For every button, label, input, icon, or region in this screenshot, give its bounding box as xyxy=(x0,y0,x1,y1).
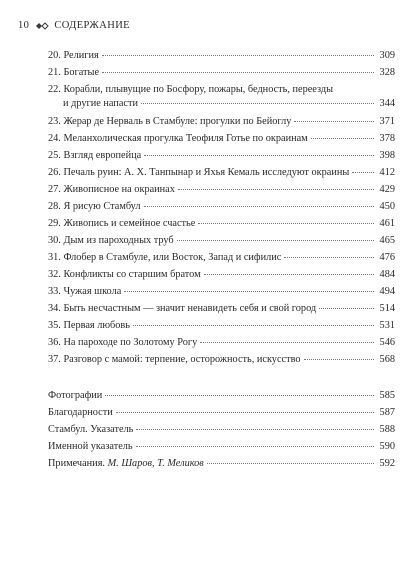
toc-entry[interactable] xyxy=(48,116,395,128)
toc-entry[interactable] xyxy=(48,458,395,470)
toc-entry[interactable] xyxy=(48,303,395,315)
leader-dots xyxy=(102,55,374,56)
toc-entry[interactable] xyxy=(48,269,395,281)
entry-page: 450 xyxy=(379,201,395,212)
leader-dots xyxy=(124,291,374,292)
entry-page: 585 xyxy=(379,390,395,401)
leader-dots xyxy=(294,121,374,122)
entry-page: 494 xyxy=(379,286,395,297)
leader-dots xyxy=(144,155,374,156)
leader-dots xyxy=(133,325,374,326)
entry-label: 27. Живописное на окраинах xyxy=(48,184,175,195)
toc-entry[interactable] xyxy=(48,235,395,247)
entry-label: Стамбул. Указатель xyxy=(48,424,134,435)
entry-page: 371 xyxy=(379,116,395,127)
entry-page: 587 xyxy=(379,407,395,418)
entry-page: 344 xyxy=(379,98,395,109)
entry-authors: М. Шаров, Т. Меликов xyxy=(107,458,204,469)
page-title: СОДЕРЖАНИЕ xyxy=(54,20,130,31)
entry-page: 429 xyxy=(379,184,395,195)
entry-label: 33. Чужая школа xyxy=(48,286,122,297)
entry-page: 568 xyxy=(379,354,395,365)
leader-dots xyxy=(304,359,374,360)
entry-label: 24. Меланхолическая прогулка Теофиля Готье по окраинам xyxy=(48,133,308,144)
toc-entry[interactable] xyxy=(48,201,395,213)
entry-label: Примечания. xyxy=(48,458,108,469)
leader-dots xyxy=(136,446,374,447)
entry-label: 35. Первая любовь xyxy=(48,320,130,331)
toc-entry[interactable] xyxy=(48,50,395,62)
entry-label: 31. Флобер в Стамбуле, или Восток, Запад и сифилис xyxy=(48,252,282,263)
toc-entry[interactable] xyxy=(48,167,395,179)
leader-dots xyxy=(136,429,374,430)
entry-label: 21. Богатые xyxy=(48,67,100,78)
toc-entry[interactable] xyxy=(48,390,395,402)
leader-dots xyxy=(207,463,374,464)
entry-label: 29. Живопись и семейное счастье xyxy=(48,218,196,229)
toc-entry[interactable] xyxy=(48,407,395,419)
page-number: 10 xyxy=(18,20,30,31)
ornament-icon xyxy=(35,22,49,30)
entry-page: 588 xyxy=(379,424,395,435)
entry-page: 484 xyxy=(379,269,395,280)
entry-label: 26. Печаль руин: А. Х. Танпынар и Яхья Кемаль исследуют окраины xyxy=(48,167,350,178)
leader-dots xyxy=(284,257,374,258)
entry-page: 412 xyxy=(379,167,395,178)
entry-page: 309 xyxy=(379,50,395,61)
toc-entry[interactable] xyxy=(48,184,395,196)
entry-page: 461 xyxy=(379,218,395,229)
leader-dots xyxy=(204,274,374,275)
entry-label: 30. Дым из пароходных труб xyxy=(48,235,174,246)
entry-page: 514 xyxy=(379,303,395,314)
leader-dots xyxy=(311,138,374,139)
leader-dots xyxy=(116,412,374,413)
entry-page: 590 xyxy=(379,441,395,452)
page-header xyxy=(18,20,130,31)
leader-dots xyxy=(352,172,374,173)
toc-entry[interactable] xyxy=(48,441,395,453)
leader-dots xyxy=(319,308,374,309)
toc-entry[interactable] xyxy=(48,67,395,79)
entry-label: Именной указатель xyxy=(48,441,133,452)
entry-page: 531 xyxy=(379,320,395,331)
entry-label: 36. На пароходе по Золотому Рогу xyxy=(48,337,198,348)
entry-label: 20. Религия xyxy=(48,50,99,61)
leader-dots xyxy=(198,223,374,224)
toc-entry[interactable] xyxy=(48,424,395,436)
entry-page: 592 xyxy=(379,458,395,469)
toc-entry[interactable] xyxy=(48,337,395,349)
toc-entry[interactable] xyxy=(48,133,395,145)
leader-dots xyxy=(200,342,374,343)
entry-label: 28. Я рисую Стамбул xyxy=(48,201,141,212)
toc-entry[interactable] xyxy=(48,252,395,264)
entry-label: 25. Взгляд европейца xyxy=(48,150,142,161)
entry-page: 328 xyxy=(379,67,395,78)
toc-entry[interactable] xyxy=(48,286,395,298)
leader-dots xyxy=(102,72,374,73)
leader-dots xyxy=(177,240,374,241)
entry-label: 22. Корабли, плывущие по Босфору, пожары, бедность, переезды xyxy=(48,84,334,95)
entry-label: Фотографии xyxy=(48,390,103,401)
toc-entry[interactable] xyxy=(48,320,395,332)
toc-entry[interactable] xyxy=(48,218,395,230)
entry-page: 398 xyxy=(379,150,395,161)
entry-label: 37. Разговор с мамой: терпение, осторожность, искусство xyxy=(48,354,301,365)
entry-label: 32. Конфликты со старшим братом xyxy=(48,269,201,280)
leader-dots xyxy=(105,395,374,396)
entry-label-continued: и другие напасти xyxy=(63,98,138,109)
leader-dots xyxy=(144,206,374,207)
entry-label: Благодарности xyxy=(48,407,113,418)
entry-label: 23. Жерар де Нерваль в Стамбуле: прогулки по Бейоглу xyxy=(48,116,292,127)
entry-label: 34. Быть несчастным — значит ненавидеть себя и свой город xyxy=(48,303,317,314)
entry-page: 546 xyxy=(379,337,395,348)
entry-page: 378 xyxy=(379,133,395,144)
leader-dots xyxy=(141,103,374,104)
entry-page: 465 xyxy=(379,235,395,246)
toc-entry[interactable] xyxy=(48,84,395,110)
toc-entry[interactable] xyxy=(48,150,395,162)
entry-page: 476 xyxy=(379,252,395,263)
toc-entry[interactable] xyxy=(48,354,395,366)
leader-dots xyxy=(178,189,374,190)
